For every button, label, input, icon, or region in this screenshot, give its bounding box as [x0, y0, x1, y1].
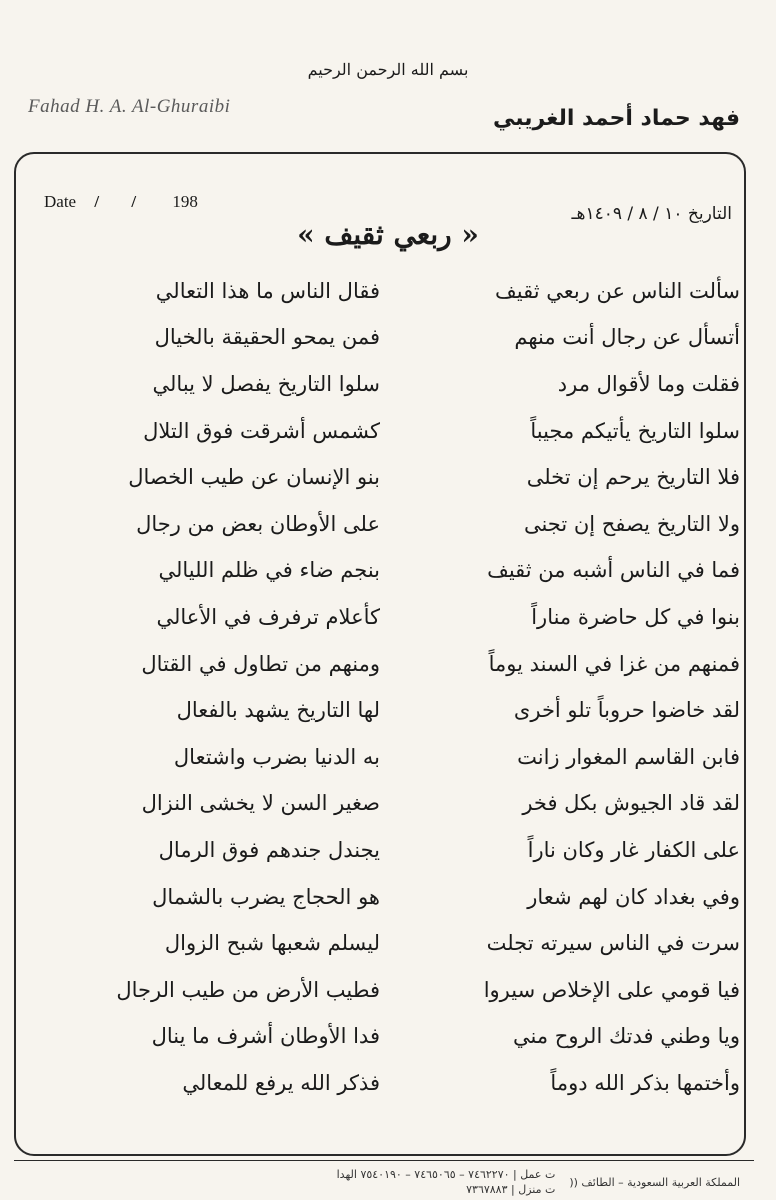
verse-second-hemistich: فقال الناس ما هذا التعالي — [155, 278, 380, 303]
footer-work-phone: ت عمل | ٧٤٦٢٢٧٠ – ٧٤٦٥٠٦٥ – ٧٥٤٠١٩٠ الهدا — [336, 1168, 556, 1181]
verse-second-hemistich: سلوا التاريخ يفصل لا يبالي — [152, 371, 380, 396]
verse-row — [40, 315, 740, 362]
verse-first-hemistich: سألت الناس عن ربعي ثقيف — [495, 278, 740, 303]
verse-first-hemistich: فيا قومي على الإخلاص سيروا — [483, 977, 740, 1002]
verse-second-hemistich: ومنهم من تطاول في القتال — [141, 651, 380, 676]
work-phone-numbers: ٧٤٦٢٢٧٠ – ٧٤٦٥٠٦٥ – ٧٥٤٠١٩٠ الهدا — [336, 1168, 510, 1181]
verse-row — [40, 641, 740, 688]
home-phone-label: ت منزل — [518, 1183, 556, 1196]
date-slash: / — [94, 192, 100, 211]
verse-second-hemistich: كشمس أشرقت فوق التلال — [143, 418, 380, 443]
date-latin — [44, 192, 198, 212]
date-label: Date — [44, 192, 77, 211]
verse-first-hemistich: وفي بغداد كان لهم شعار — [527, 884, 740, 909]
verse-first-hemistich: فقلت وما لأقوال مرد — [557, 371, 740, 396]
verse-first-hemistich: فمنهم من غزا في السند يوماً — [488, 651, 740, 676]
verse-first-hemistich: ويا وطني فدتك الروح مني — [513, 1024, 740, 1049]
date-arabic: التاريخ ١٠ / ٨ / ١٤٠٩هـ — [571, 204, 732, 224]
verse-second-hemistich: يجندل جندهم فوق الرمال — [158, 837, 380, 862]
verse-row — [40, 874, 740, 921]
verse-second-hemistich: كأعلام ترفرف في الأعالي — [156, 604, 380, 629]
date-year: 198 — [172, 192, 198, 211]
verse-first-hemistich: لقد قاد الجيوش بكل فخر — [522, 791, 740, 816]
verse-second-hemistich: بنجم ضاء في ظلم الليالي — [158, 558, 380, 583]
verse-second-hemistich: فذكر الله يرفع للمعالي — [182, 1070, 380, 1095]
verse-row — [40, 687, 740, 734]
poem-title: « ربعي ثقيف » — [297, 218, 479, 251]
verse-second-hemistich: هو الحجاج يضرب بالشمال — [152, 884, 380, 909]
verse-second-hemistich: ليسلم شعبها شبح الزوال — [164, 931, 380, 956]
footer-address: المملكة العربية السعودية – الطائف (( — [569, 1175, 740, 1189]
verse-row — [40, 548, 740, 595]
author-name-latin: Fahad H. A. Al-Ghuraibi — [28, 96, 231, 117]
verse-row — [40, 827, 740, 874]
verse-row — [40, 967, 740, 1014]
footer-divider — [14, 1160, 754, 1161]
verse-row — [40, 920, 740, 967]
footer-phones — [337, 1168, 556, 1196]
date-slash: / — [131, 192, 137, 211]
verse-second-hemistich: فدا الأوطان أشرف ما ينال — [151, 1024, 380, 1049]
author-name-arabic: فهد حماد أحمد الغريبي — [492, 106, 740, 131]
verse-row — [40, 781, 740, 828]
verse-first-hemistich: أتسأل عن رجال أنت منهم — [514, 325, 740, 350]
verse-row — [40, 268, 740, 315]
verse-first-hemistich: فابن القاسم المغوار زانت — [517, 744, 740, 769]
verse-second-hemistich: فمن يمحو الحقيقة بالخيال — [154, 325, 380, 350]
verse-row — [40, 454, 740, 501]
verse-first-hemistich: بنوا في كل حاضرة مناراً — [531, 604, 740, 629]
verse-first-hemistich: سرت في الناس سيرته تجلت — [486, 931, 740, 956]
verse-first-hemistich: فلا التاريخ يرحم إن تخلى — [526, 465, 740, 490]
verse-first-hemistich: على الكفار غار وكان ناراً — [527, 837, 740, 862]
home-phone-number: ٧٣٦٧٨٨٣ — [466, 1183, 508, 1196]
work-phone-label: ت عمل — [520, 1168, 556, 1181]
verse-row — [40, 361, 740, 408]
verse-row — [40, 408, 740, 455]
verse-second-hemistich: فطيب الأرض من طيب الرجال — [116, 977, 380, 1002]
verse-second-hemistich: بنو الإنسان عن طيب الخصال — [128, 465, 380, 490]
poem-verses — [40, 268, 740, 1107]
verse-first-hemistich: لقد خاضوا حروباً تلو أخرى — [513, 698, 740, 723]
verse-row — [40, 594, 740, 641]
verse-first-hemistich: ولا التاريخ يصفح إن تجنى — [523, 511, 740, 536]
letterhead-footer — [60, 1168, 740, 1196]
verse-row — [40, 501, 740, 548]
verse-second-hemistich: على الأوطان بعض من رجال — [136, 511, 380, 536]
verse-first-hemistich: وأختمها بذكر الله دوماً — [550, 1070, 740, 1095]
verse-first-hemistich: فما في الناس أشبه من ثقيف — [487, 558, 740, 583]
basmala: بسم الله الرحمن الرحيم — [307, 60, 469, 79]
verse-row — [40, 734, 740, 781]
footer-home-phone: ت منزل | ٧٣٦٧٨٨٣ — [466, 1183, 556, 1196]
verse-row — [40, 1014, 740, 1061]
verse-first-hemistich: سلوا التاريخ يأتيكم مجيباً — [530, 418, 740, 443]
verse-second-hemistich: صغير السن لا يخشى النزال — [141, 791, 380, 816]
verse-second-hemistich: به الدنيا بضرب واشتعال — [173, 744, 380, 769]
verse-second-hemistich: لها التاريخ يشهد بالفعال — [176, 698, 380, 723]
verse-row — [40, 1060, 740, 1107]
